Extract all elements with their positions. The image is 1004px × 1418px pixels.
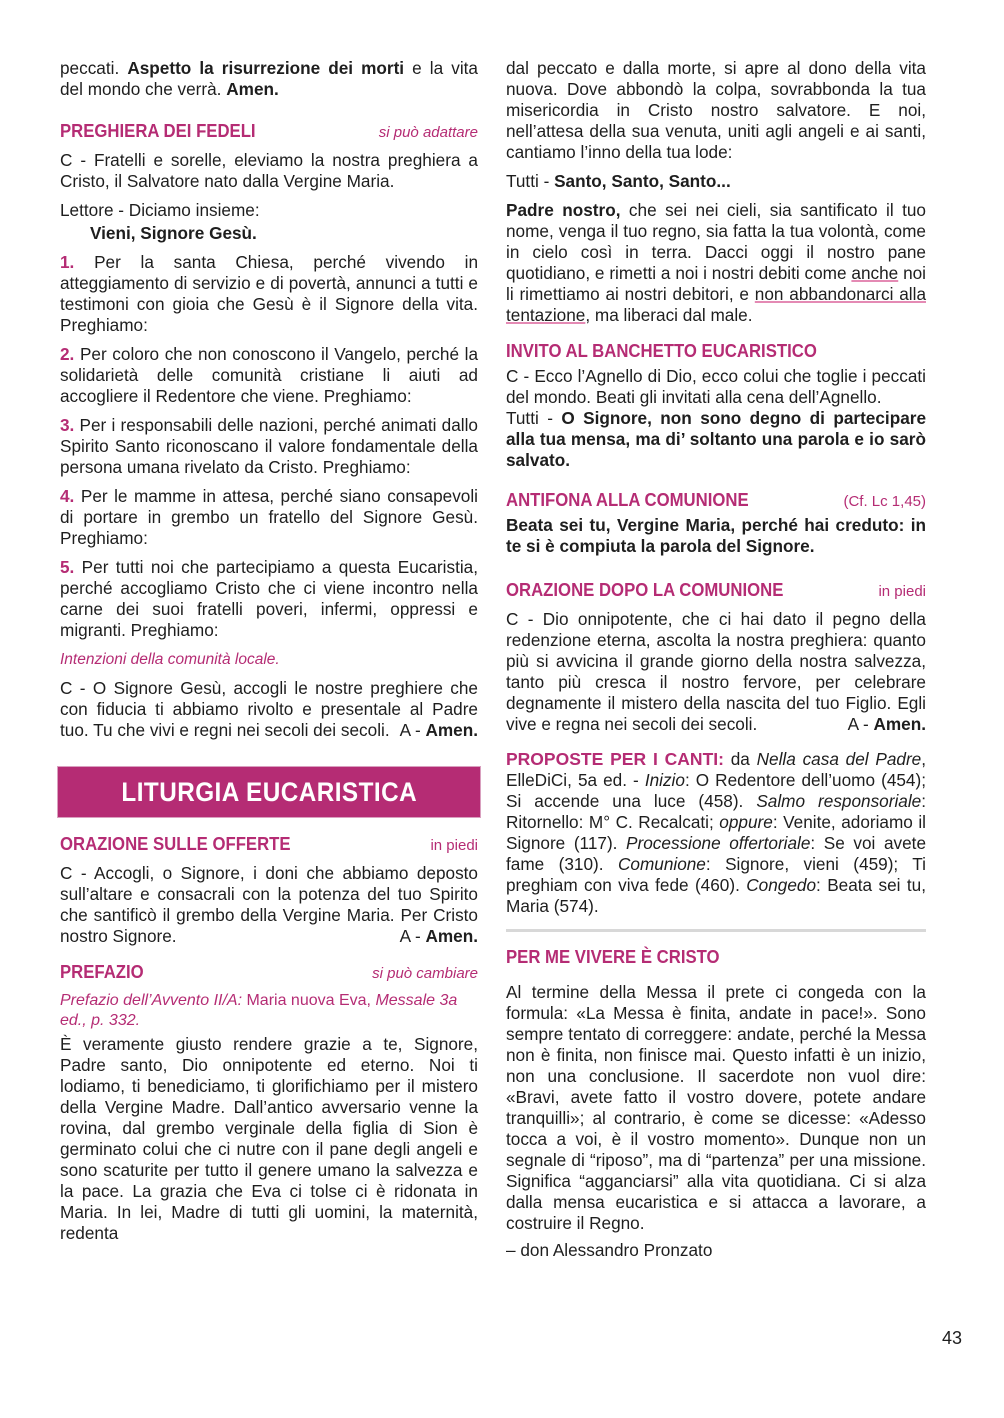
text: A - xyxy=(847,714,874,734)
section-title: PREFAZIO xyxy=(60,961,144,982)
right-column xyxy=(506,58,926,1261)
intention-number: 1. xyxy=(60,252,75,272)
text: noi li rimettiamo ai nostri debitori, e xyxy=(506,263,927,304)
section-note: (Cf. Lc 1,45) xyxy=(843,493,926,510)
text: C - Dio onnipotente, che ci hai dato il pegno della redenzione eterna, ascolta la nostra preghiera: quanto più si avvicina il grande giorno della nostra salvezza, tanto più cresca il nostro fervore, per celebrare degnamente il mistero della nascita del tuo Figlio. Egli vive e regna nei secoli dei secoli. xyxy=(506,609,926,734)
left-column xyxy=(60,58,478,1244)
section-title: INVITO AL BANCHETTO EUCARISTICO xyxy=(506,340,817,361)
text-italic: Salmo responsoriale xyxy=(756,791,922,811)
closing-prayer xyxy=(60,678,478,741)
section-note: si può cambiare xyxy=(372,965,478,982)
dopo-prayer xyxy=(506,609,926,735)
text-italic: oppure xyxy=(719,812,773,832)
text-bold: O Signore, non sono degno di partecipare alla tua mensa, ma di’ soltanto una parola e io sarò salvato. xyxy=(506,408,927,470)
response-line: Vieni, Signore Gesù. xyxy=(90,223,257,243)
text-italic: Inizio xyxy=(644,770,685,790)
text-bold: Aspetto la risurrezione dei morti xyxy=(127,58,405,78)
section-title: ORAZIONE DOPO LA COMUNIONE xyxy=(506,579,784,600)
prayer-intro: C - Fratelli e sorelle, eleviamo la nostra preghiera a Cristo, il Salvatore nato dalla Vergine Maria. xyxy=(60,150,478,191)
prefazio-reference xyxy=(60,991,478,1031)
prefazio-continuation: dal peccato e dalla morte, si apre al dono della vita nuova. Dove abbondò la colpa, sovrabbonda la tua misericordia in Cristo nostro salvatore. E noi, nell’attesa della sua venuta, uniti agli angeli e ai santi, cantiamo l’inno della tua lode: xyxy=(506,58,926,162)
intention-number: 4. xyxy=(60,486,75,506)
text: da xyxy=(723,749,757,769)
text: , ma liberaci dal male. xyxy=(585,305,753,325)
page-number: 43 xyxy=(942,1328,963,1348)
section-header-dopo xyxy=(506,579,926,601)
text: Tutti - xyxy=(506,408,562,428)
section-title: PREGHIERA DEI FEDELI xyxy=(60,120,256,141)
intention-3 xyxy=(60,415,478,478)
text: C - O Signore Gesù, accogli le nostre preghiere che con fiducia ti abbiamo rivolto e presentale al Padre tuo. Tu che vivi e regni nei secoli dei secoli. xyxy=(60,678,478,740)
section-note: in piedi xyxy=(430,837,478,854)
canti-proposals xyxy=(506,749,926,917)
invito-text: C - Ecco l’Agnello di Dio, ecco colui che toglie i peccati del mondo. Beati gli invitati alla cena dell’Agnello. xyxy=(506,366,926,407)
text: : O Redentore dell’uomo (454); Si accende una luce (458). xyxy=(506,770,926,811)
text-bold: Amen. xyxy=(226,79,279,99)
banner-title: LITURGIA EUCARISTICA xyxy=(121,776,417,807)
reflection-text: Al termine della Messa il prete ci congeda con la formula: «La Messa è finita, andate in pace!». Sono sempre tentato di correggere: andate, perché la Messa non è finita, non finisce mai. Questo infatti è un inizio, non una conclusione. Il sacerdote non vuol dire: «Bravi, avete fatto il vostro dovere, potete andare tranquilli»; al contrario, è come se dicesse: «Adesso tocca a voi, è il vostro momento». Dunque non un segnale di “riposo”, ma di “partenza” per una missione. Significa “agganciarsi” alla vita quotidiana. Ci si alza dalla mensa eucaristica e si attacca a lavorare, a costruire il Regno. xyxy=(506,982,926,1233)
text: : Beata sei tu, Maria (574). xyxy=(506,875,926,916)
invito-response xyxy=(506,408,926,471)
section-header-fedeli xyxy=(60,120,478,142)
reflection-author: – don Alessandro Pronzato xyxy=(506,1240,713,1260)
section-title: ANTIFONA ALLA COMUNIONE xyxy=(506,489,749,510)
section-header-invito xyxy=(506,340,926,362)
intention-number: 2. xyxy=(60,344,75,364)
section-header-offerte xyxy=(60,833,478,855)
text-bold: Amen. xyxy=(425,720,478,740)
text: : Se voi avete fame (310). xyxy=(506,833,926,874)
divider xyxy=(506,929,926,932)
text-bold: Amen. xyxy=(873,714,926,734)
text: Messale 3a ed., p. 332. xyxy=(60,992,458,1029)
intention-text: Per la santa Chiesa, perché vivendo in atteggiamento di servizio e di povertà, annunci a tutti e testimoni con gioia che Gesù è il Signore della vita. Preghiamo: xyxy=(60,252,478,335)
lettore-line: Lettore - Diciamo insieme: xyxy=(60,200,260,220)
section-note: si può adattare xyxy=(378,124,478,141)
intention-4 xyxy=(60,486,478,549)
intention-text: Per i responsabili delle nazioni, perché animati dallo Spirito Santo riconoscano il valore fondamentale della persona umana rivelato da Cristo. Preghiamo: xyxy=(60,415,478,477)
prefazio-text: È veramente giusto rendere grazie a te, Signore, Padre santo, Dio onnipotente ed eterno. Noi ti lodiamo, ti benediciamo, ti glorifichiamo per il mistero della Vergine Madre. Dall’antico avversario venne la rovina, dal grembo verginale della figlia di Sion è germinato colui che ci nutre con il pane degli angeli e sono scaturite per tutto il genere umano la salvezza e la pace. La grazia che Eva ci tolse ci è ridonata in Maria. In lei, Madre di tutti gli uomini, la maternità, redenta xyxy=(60,1034,478,1243)
text: A - xyxy=(399,720,426,740)
canti-label: PROPOSTE PER I CANTI: xyxy=(506,749,724,769)
offerte-prayer xyxy=(60,863,478,947)
intention-2 xyxy=(60,344,478,407)
section-title: PER ME VIVERE È CRISTO xyxy=(506,946,720,967)
text: e la vita del mondo che verrà. xyxy=(60,58,478,99)
section-note: in piedi xyxy=(878,583,926,600)
text: : Signore, vieni (459); Ti preghiam con viva fede (460). xyxy=(506,854,926,895)
section-header-vivere xyxy=(506,946,926,968)
text: : Ritornello: M° C. Recalcati; xyxy=(506,791,926,832)
text: : Venite, adoriamo il Signore (117). xyxy=(506,812,927,853)
local-intentions-note: Intenzioni della comunità locale. xyxy=(60,651,280,668)
creed-ending xyxy=(60,58,478,100)
intention-5 xyxy=(60,557,478,641)
santo-line xyxy=(506,171,926,192)
text: che sei nei cieli, sia santificato il tuo nome, venga il tuo regno, sia fatta la tua volontà, come in cielo così in terra. Dacci oggi il nostro pane quotidiano, e rimetti a noi i nostri debiti come xyxy=(506,200,926,283)
intention-1 xyxy=(60,252,478,336)
intention-text: Per le mamme in attesa, perché siano consapevoli di portare in grembo un fratello del Signore Gesù. Preghiamo: xyxy=(60,486,478,548)
text: Prefazio dell’Avvento II/A: xyxy=(60,992,243,1009)
text-bold: Padre nostro, xyxy=(506,200,621,220)
text: A - xyxy=(399,926,426,946)
intention-number: 5. xyxy=(60,557,75,577)
padre-nostro xyxy=(506,200,926,326)
text: peccati. xyxy=(60,58,128,78)
text: , ElleDiCi, 5a ed. - xyxy=(506,749,927,790)
antifona-text: Beata sei tu, Vergine Maria, perché hai creduto: in te si è compiuta la parola del Signore. xyxy=(506,515,926,556)
text-italic: Congedo xyxy=(746,875,817,895)
underlined-text: non abbandonarci alla tentazione xyxy=(506,284,926,325)
section-banner xyxy=(58,767,480,817)
section-header-prefazio xyxy=(60,961,478,983)
underlined-text: anche xyxy=(851,263,899,283)
text: C - Accogli, o Signore, i doni che abbiamo deposto sull’altare e consacrali con la potenza del tuo Spirito che santificò il grembo della Vergine Maria. Per Cristo nostro Signore. xyxy=(60,863,478,946)
section-title: ORAZIONE SULLE OFFERTE xyxy=(60,833,291,854)
text-italic: Nella casa del Padre xyxy=(756,749,922,769)
text-bold: Santo, Santo, Santo... xyxy=(554,171,731,191)
text: Tutti - xyxy=(506,171,555,191)
intention-number: 3. xyxy=(60,415,75,435)
intention-text: Per tutti noi che partecipiamo a questa Eucaristia, perché accogliamo Cristo che ci viene incontro nella carne dei suoi fratelli poveri, infermi, oppressi e migranti. Preghiamo: xyxy=(60,557,478,640)
text-bold: Amen. xyxy=(425,926,478,946)
text: Maria nuova Eva, xyxy=(242,992,376,1009)
text-italic: Processione offertoriale xyxy=(626,833,811,853)
section-header-antifona xyxy=(506,489,926,511)
text-italic: Comunione xyxy=(617,854,706,874)
intention-text: Per coloro che non conoscono il Vangelo, perché la solidarietà delle comunità cristiane li aiuti ad accogliere il Redentore che viene. Preghiamo: xyxy=(60,344,478,406)
